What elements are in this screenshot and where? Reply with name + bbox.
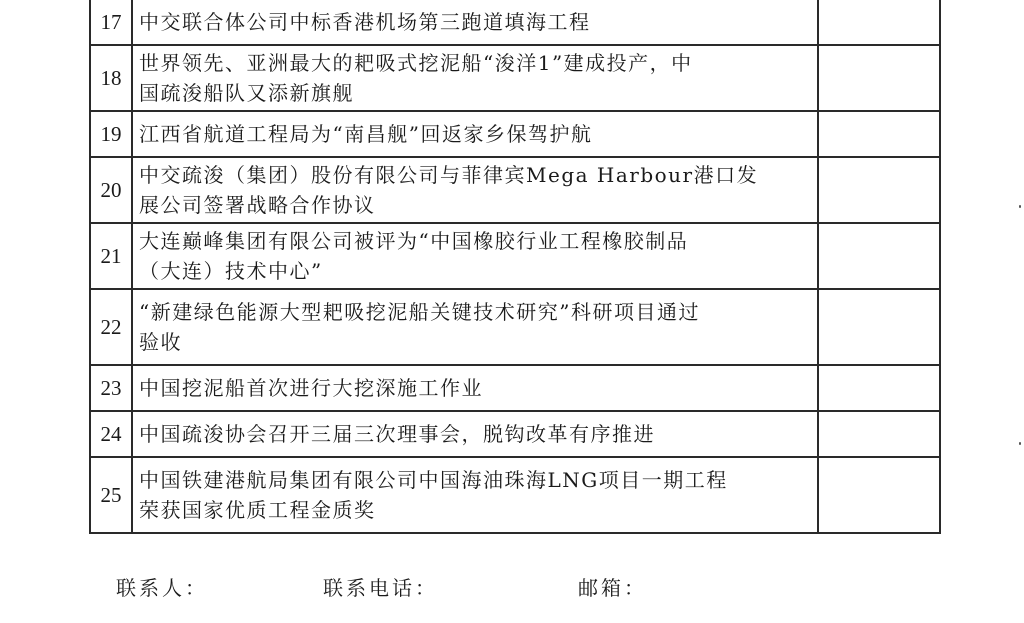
- table-row: [90, 111, 940, 157]
- vote-cell: [818, 45, 940, 111]
- vote-cell: [818, 457, 940, 533]
- contact-email-label: 邮箱：: [578, 576, 647, 600]
- table-row: [90, 365, 940, 411]
- row-title-line: 国疏浚船队又添新旗舰: [139, 81, 354, 105]
- award-nominee-table: [89, 0, 941, 534]
- row-number: 22: [90, 289, 132, 365]
- row-number: 23: [90, 365, 132, 411]
- row-title-line: 展公司签署战略合作协议: [139, 193, 376, 217]
- row-title-line: 中交联合体公司中标香港机场第三跑道填海工程: [139, 10, 591, 34]
- row-title: [132, 289, 818, 365]
- table-row: [90, 0, 940, 45]
- vote-cell: [818, 111, 940, 157]
- table-row: [90, 457, 940, 533]
- row-title-line: 验收: [139, 330, 182, 354]
- row-number: 18: [90, 45, 132, 111]
- row-title-line: “新建绿色能源大型耙吸挖泥船关键技术研究”科研项目通过: [139, 300, 700, 324]
- table-row: [90, 45, 940, 111]
- row-number: 24: [90, 411, 132, 457]
- contact-phone-label: 联系电话：: [323, 576, 438, 600]
- row-title-line: 江西省航道工程局为“南昌舰”回返家乡保驾护航: [139, 122, 593, 146]
- table-row: [90, 411, 940, 457]
- vote-cell: [818, 0, 940, 45]
- row-title: [132, 0, 818, 45]
- row-number: 20: [90, 157, 132, 223]
- row-title: [132, 111, 818, 157]
- row-title: [132, 457, 818, 533]
- row-title-line: （大连）技术中心”: [139, 259, 323, 283]
- scan-speck: [1019, 205, 1021, 208]
- vote-cell: [818, 157, 940, 223]
- table-row: [90, 289, 940, 365]
- vote-cell: [818, 289, 940, 365]
- row-number: 19: [90, 111, 132, 157]
- row-title: [132, 223, 818, 289]
- table-row: [90, 157, 940, 223]
- row-title: [132, 45, 818, 111]
- row-title-line: 荣获国家优质工程金质奖: [139, 498, 376, 522]
- contact-footer: [0, 572, 1024, 602]
- row-title-line: 中交疏浚（集团）股份有限公司与菲律宾Mega Harbour港口发: [139, 163, 759, 187]
- row-title-line: 中国挖泥船首次进行大挖深施工作业: [139, 376, 483, 400]
- row-title-line: 大连巅峰集团有限公司被评为“中国橡胶行业工程橡胶制品: [139, 229, 689, 253]
- vote-cell: [818, 365, 940, 411]
- row-title: [132, 157, 818, 223]
- vote-cell: [818, 223, 940, 289]
- row-number: 21: [90, 223, 132, 289]
- scan-speck: [1019, 442, 1021, 445]
- row-title-line: 世界领先、亚洲最大的耙吸式挖泥船“浚洋1”建成投产，中: [139, 51, 693, 75]
- row-title: [132, 411, 818, 457]
- vote-cell: [818, 411, 940, 457]
- table-row: [90, 223, 940, 289]
- row-title-line: 中国疏浚协会召开三届三次理事会，脱钩改革有序推进: [139, 422, 655, 446]
- row-title-line: 中国铁建港航局集团有限公司中国海油珠海LNG项目一期工程: [139, 468, 728, 492]
- row-number: 25: [90, 457, 132, 533]
- contact-person-label: 联系人：: [116, 576, 208, 600]
- row-number: 17: [90, 0, 132, 45]
- row-title: [132, 365, 818, 411]
